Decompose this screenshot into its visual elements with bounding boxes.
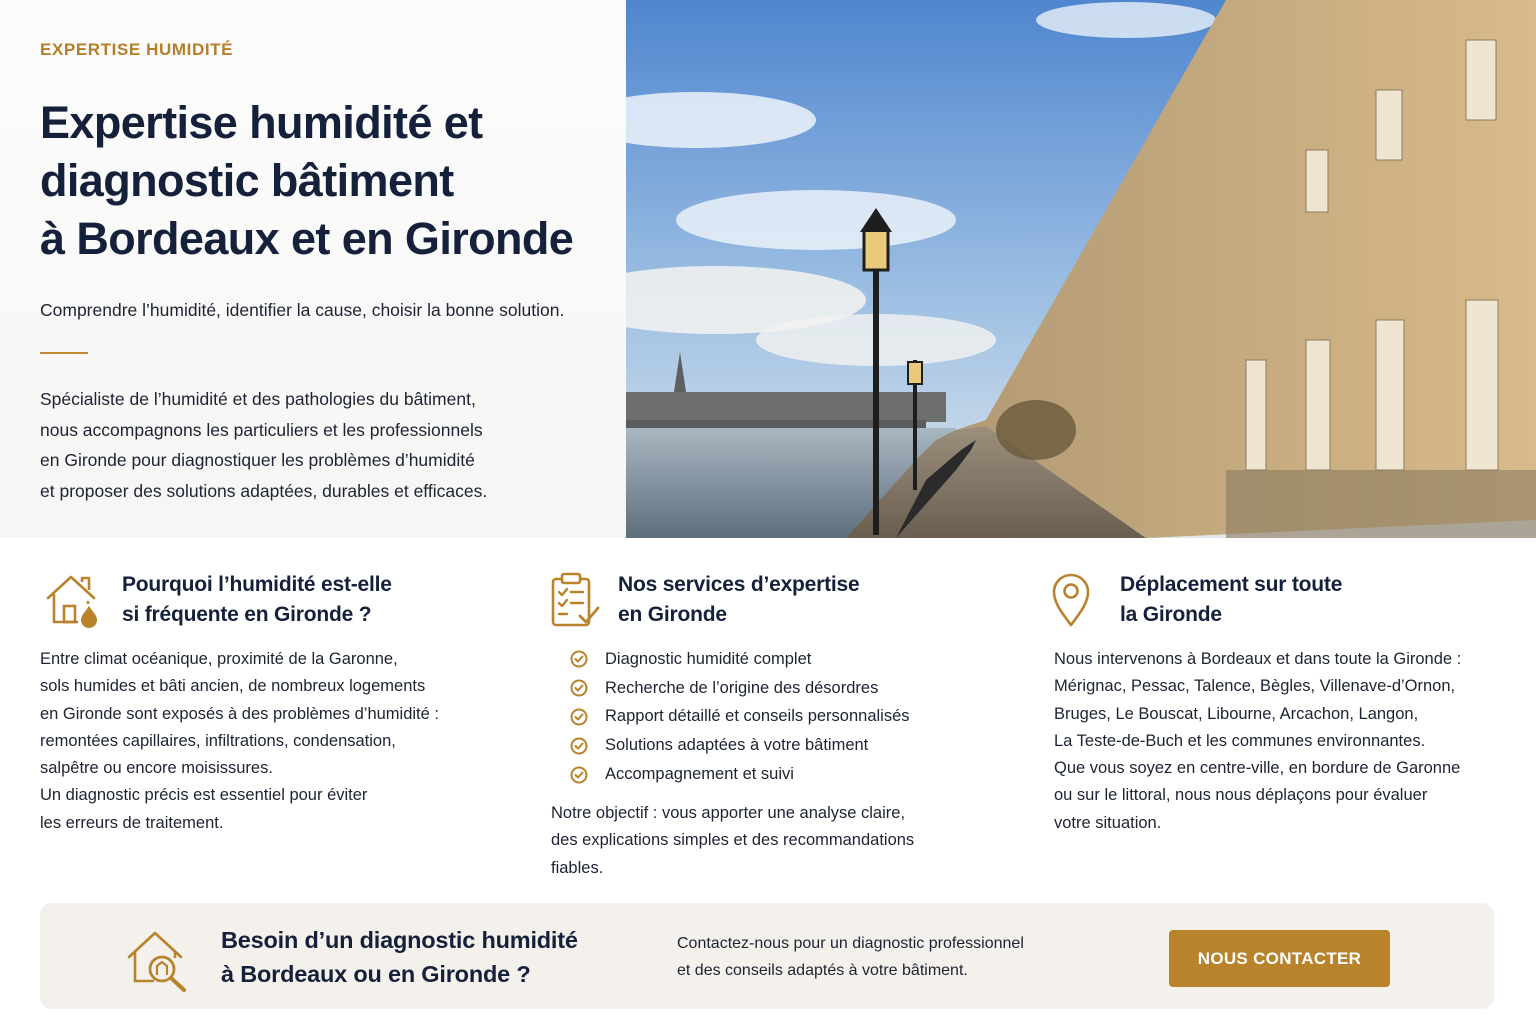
travel-text-line: votre situation. (1054, 813, 1162, 832)
page-title (40, 94, 620, 268)
travel-text-line: ou sur le littoral, nous nous déplaçons pour évaluer (1054, 786, 1428, 805)
services-objective-line: des explications simples et des recommandations (551, 831, 915, 850)
page-title-line: diagnostic bâtiment (40, 155, 454, 206)
travel-text-line: La Teste-de-Buch et les communes environnantes. (1054, 731, 1426, 750)
services-list-item (570, 703, 910, 732)
cta-title-line: Besoin d’un diagnostic humidité (221, 927, 578, 953)
services-list-label: Accompagnement et suivi (605, 765, 794, 784)
cta-title (221, 923, 578, 991)
travel-title (1120, 570, 1342, 630)
why-humidity-title (122, 570, 392, 630)
services-list-label: Recherche de l’origine des désordres (605, 678, 879, 697)
services-title-line: en Gironde (618, 603, 727, 626)
services-list-item (570, 731, 910, 760)
house-water-drop-icon (44, 570, 102, 628)
hero-description-line: Spécialiste de l’humidité et des pathologies du bâtiment, (40, 389, 476, 409)
services-objective-line: fiables. (551, 858, 604, 877)
bordeaux-quays-photo (626, 0, 1536, 538)
hero-description-line: en Gironde pour diagnostiquer les problèmes d’humidité (40, 450, 475, 470)
why-humidity-text-line: en Gironde sont exposés à des problèmes d’humidité : (40, 704, 439, 723)
page-title-line: Expertise humidité et (40, 97, 483, 148)
travel-text-line: Bruges, Le Bouscat, Libourne, Arcachon, Langon, (1054, 704, 1419, 723)
check-circle-icon (570, 737, 588, 755)
page-title-line: à Bordeaux et en Gironde (40, 213, 574, 264)
hero-description-line: et proposer des solutions adaptées, durables et efficaces. (40, 480, 488, 501)
why-humidity-text (40, 646, 439, 837)
hero-eyebrow: EXPERTISE HUMIDITÉ (40, 40, 234, 59)
hero-description-line: nous accompagnons les particuliers et les professionnels (40, 419, 483, 440)
services-title-line: Nos services d’expertise (618, 573, 860, 596)
services-list-label: Diagnostic humidité complet (605, 649, 812, 668)
travel-text-line: Nous intervenons à Bordeaux et dans toute la Gironde : (1054, 650, 1462, 668)
why-humidity-text-line: salpêtre ou encore moisissures. (40, 759, 273, 778)
house-magnifier-icon (126, 925, 192, 993)
services-objective-line: Notre objectif : vous apporter une analyse claire, (551, 804, 906, 822)
cta-text-line: Contactez-nous pour un diagnostic professionnel (677, 935, 1024, 952)
check-circle-icon (570, 650, 588, 668)
services-list-item (570, 645, 910, 674)
check-circle-icon (570, 766, 588, 784)
hero-description (40, 384, 600, 506)
check-circle-icon (570, 708, 588, 726)
why-humidity-text-line: sols humides et bâti ancien, de nombreux logements (40, 677, 426, 696)
cta-text-line: et des conseils adaptés à votre bâtiment. (677, 962, 968, 979)
services-list (570, 645, 910, 789)
travel-title-line: Déplacement sur toute (1120, 573, 1343, 596)
check-circle-icon (570, 679, 588, 697)
services-list-label: Solutions adaptées à votre bâtiment (605, 736, 869, 755)
travel-text (1054, 646, 1461, 837)
why-humidity-text-line: remontées capillaires, infiltrations, condensation, (40, 731, 396, 750)
services-list-item (570, 674, 910, 703)
why-humidity-text-line: Entre climat océanique, proximité de la Garonne, (40, 650, 398, 668)
services-list-label: Rapport détaillé et conseils personnalisés (605, 707, 910, 726)
travel-text-line: Que vous soyez en centre-ville, en bordure de Garonne (1054, 759, 1461, 778)
travel-text-line: Mérignac, Pessac, Talence, Bègles, Villenave-d’Ornon, (1054, 677, 1456, 696)
gold-divider (40, 352, 88, 354)
services-list-item (570, 760, 910, 789)
hero-subtitle: Comprendre l’humidité, identifier la cause, choisir la bonne solution. (40, 300, 565, 320)
travel-title-line: la Gironde (1120, 603, 1222, 626)
why-humidity-title-line: Pourquoi l’humidité est-elle (122, 573, 392, 596)
map-pin-icon (1050, 570, 1108, 628)
clipboard-check-icon (548, 570, 606, 628)
hero-text-panel (0, 0, 626, 538)
cta-title-line: à Bordeaux ou en Gironde ? (221, 961, 531, 987)
why-humidity-text-line: Un diagnostic précis est essentiel pour éviter (40, 786, 368, 805)
why-humidity-title-line: si fréquente en Gironde ? (122, 603, 372, 626)
why-humidity-text-line: les erreurs de traitement. (40, 813, 224, 832)
services-title (618, 570, 860, 630)
cta-text (677, 930, 1024, 984)
cta-banner (40, 903, 1494, 1009)
services-objective-text (551, 800, 914, 882)
contact-button[interactable]: NOUS CONTACTER (1169, 930, 1390, 987)
